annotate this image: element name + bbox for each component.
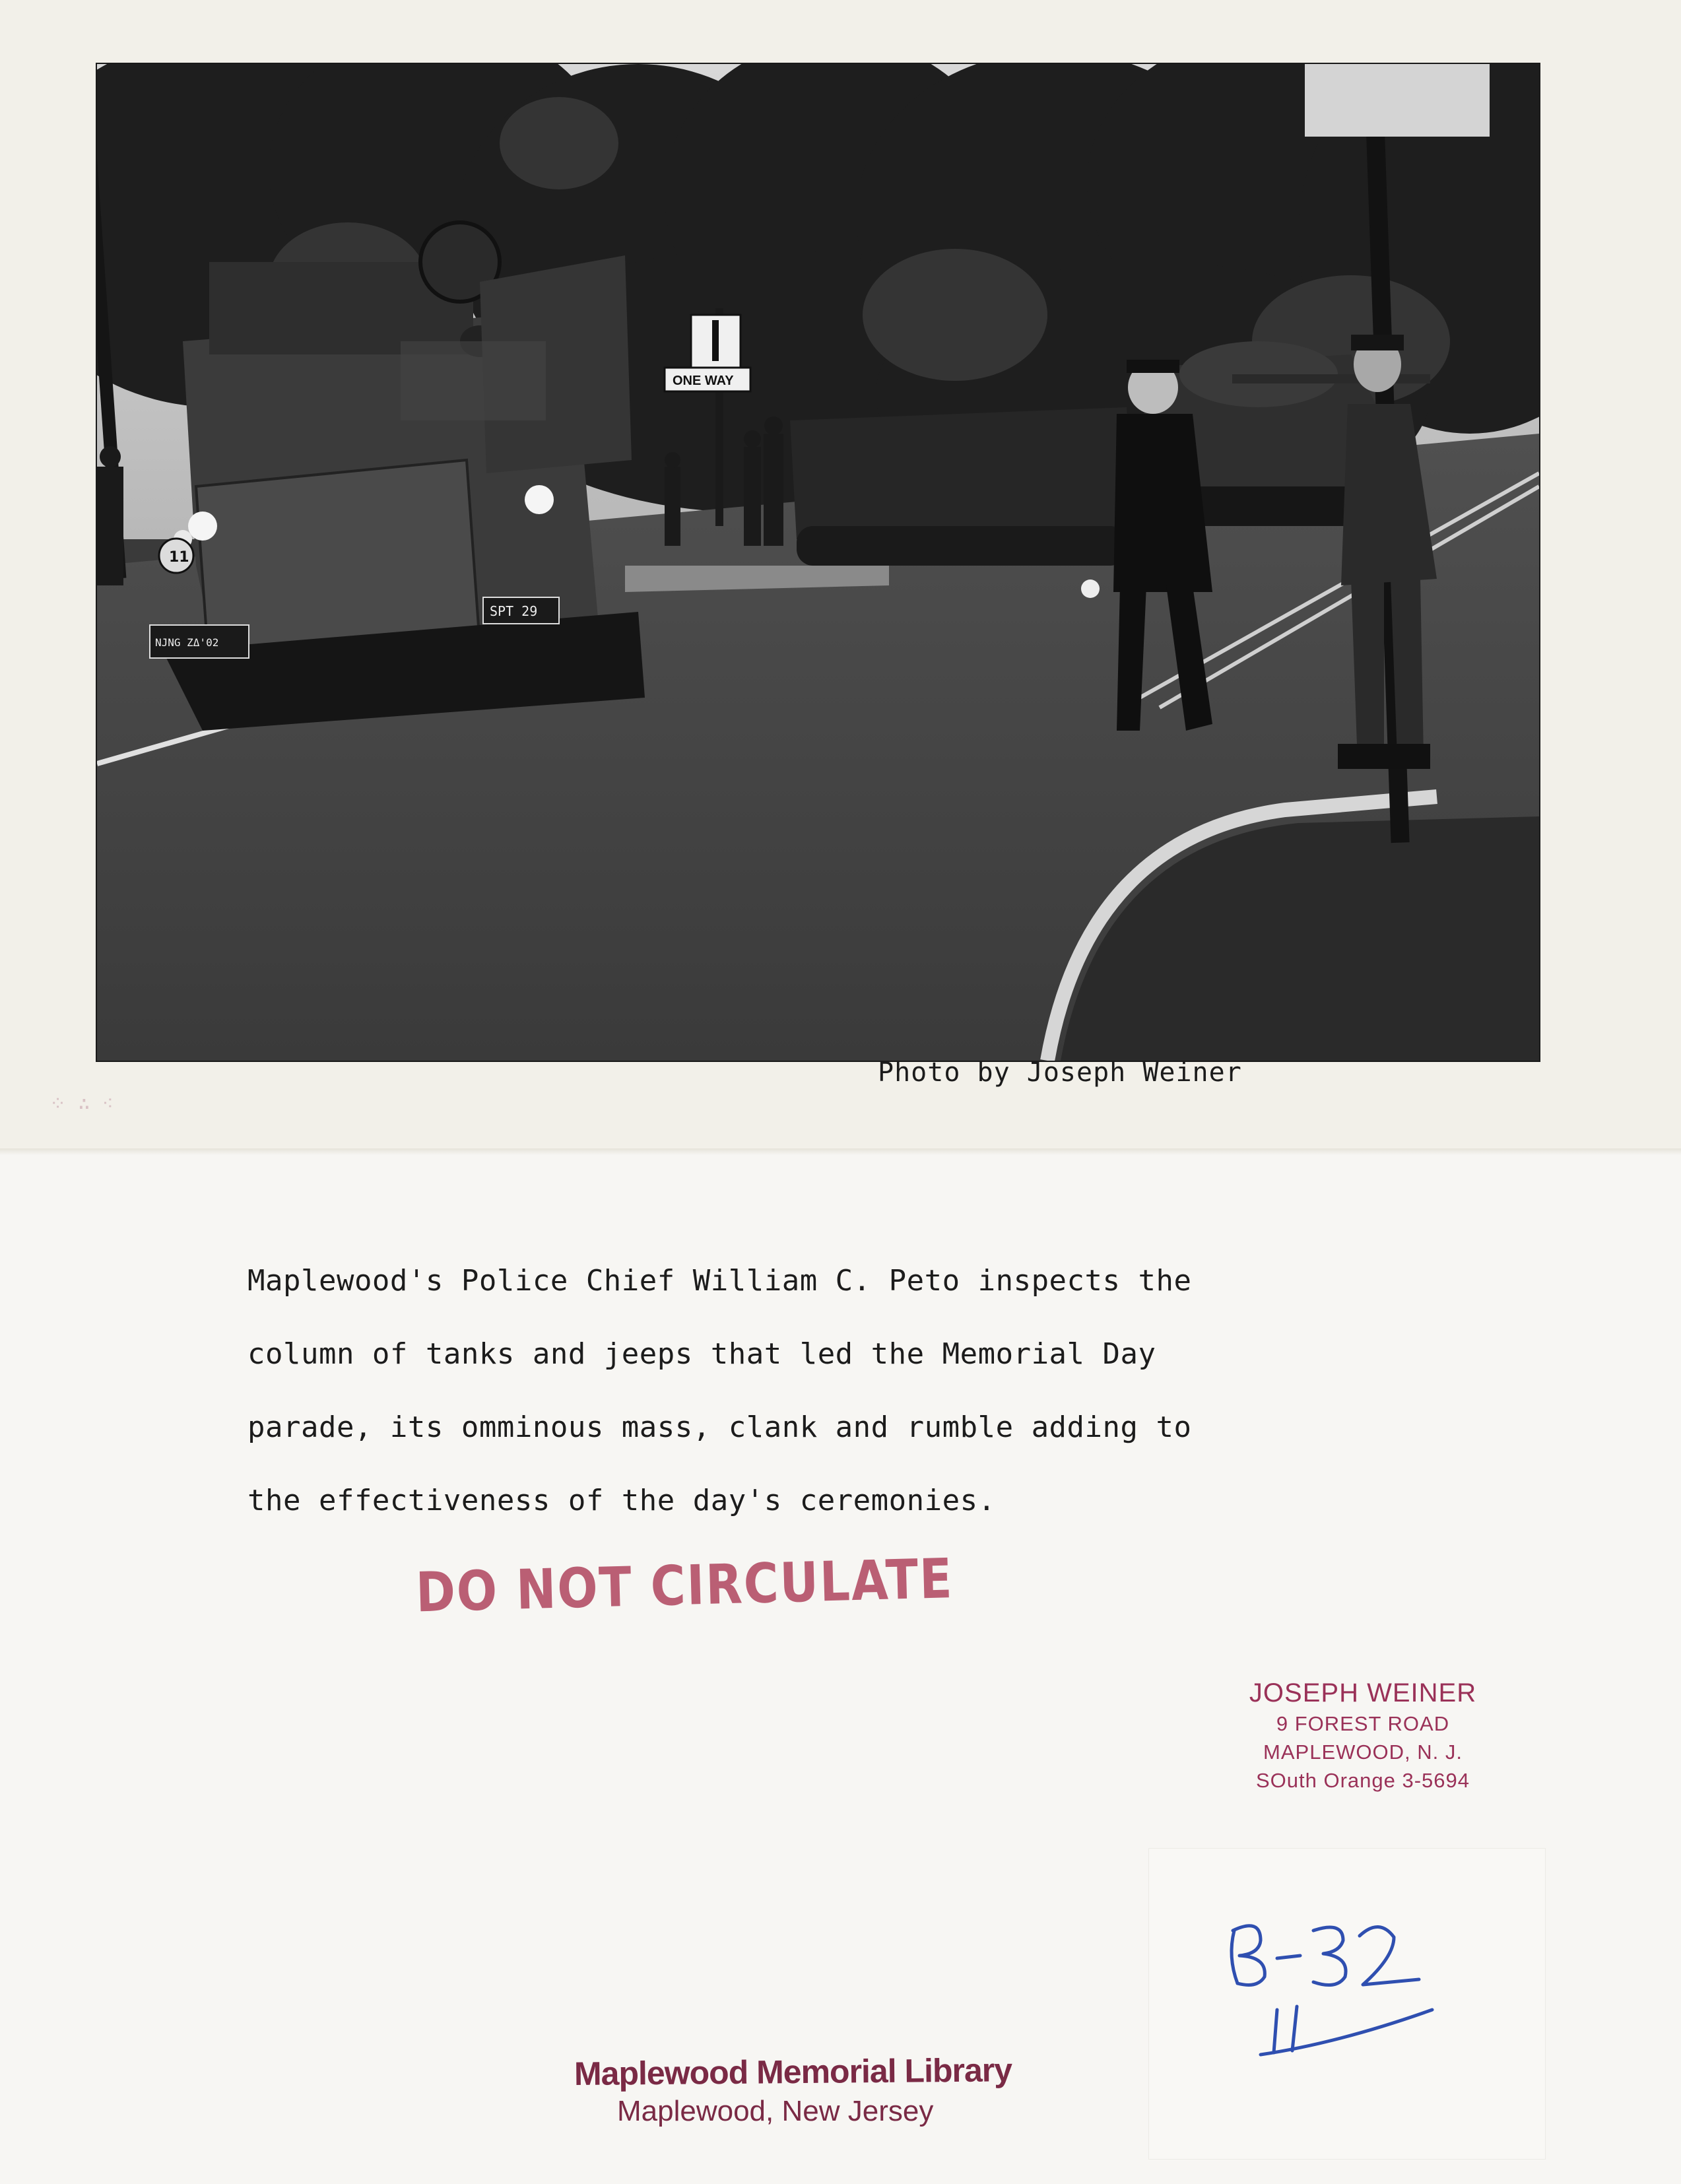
caption-line: the effectiveness of the day's ceremonies. — [247, 1484, 996, 1517]
photographer-street: 9 FOREST ROAD — [1276, 1712, 1450, 1735]
library-ownership-stamp — [574, 2053, 1036, 2128]
photo-credit: Photo by Joseph Weiner — [878, 1057, 1242, 1088]
front-left-plate: NJNG ZΔ'02 — [155, 636, 219, 649]
photographer-name: JOSEPH WEINER — [1249, 1678, 1477, 1707]
do-not-circulate-stamp: DO NOT CIRCULATE — [414, 1546, 954, 1624]
photographer-city: MAPLEWOOD, N. J. — [1263, 1740, 1463, 1764]
one-way-sign-text: ONE WAY — [673, 374, 734, 388]
library-place: Maplewood, New Jersey — [617, 2095, 934, 2127]
handwriting-drawing — [1221, 1911, 1459, 2063]
photographer-address-stamp — [1234, 1676, 1492, 1795]
caption-line: Maplewood's Police Chief William C. Peto inspects the — [247, 1264, 1192, 1298]
caption-line: column of tanks and jeeps that led the Memorial Day — [247, 1337, 1156, 1371]
mount-edge — [0, 1148, 1681, 1155]
library-name: Maplewood Memorial Library — [574, 2051, 1012, 2093]
front-right-plate: SPT 29 — [490, 603, 538, 619]
handwritten-catalog-number — [1221, 1911, 1459, 2063]
archival-photograph — [96, 63, 1540, 1062]
unit-marking: 11 — [169, 549, 189, 566]
photographer-phone: SOuth Orange 3-5694 — [1255, 1769, 1470, 1792]
photo-caption — [247, 1244, 1369, 1537]
pencil-smudge: ⁘ ∴ ⁖ — [49, 1092, 114, 1115]
caption-line: parade, its omminous mass, clank and rumble adding to — [247, 1410, 1192, 1444]
